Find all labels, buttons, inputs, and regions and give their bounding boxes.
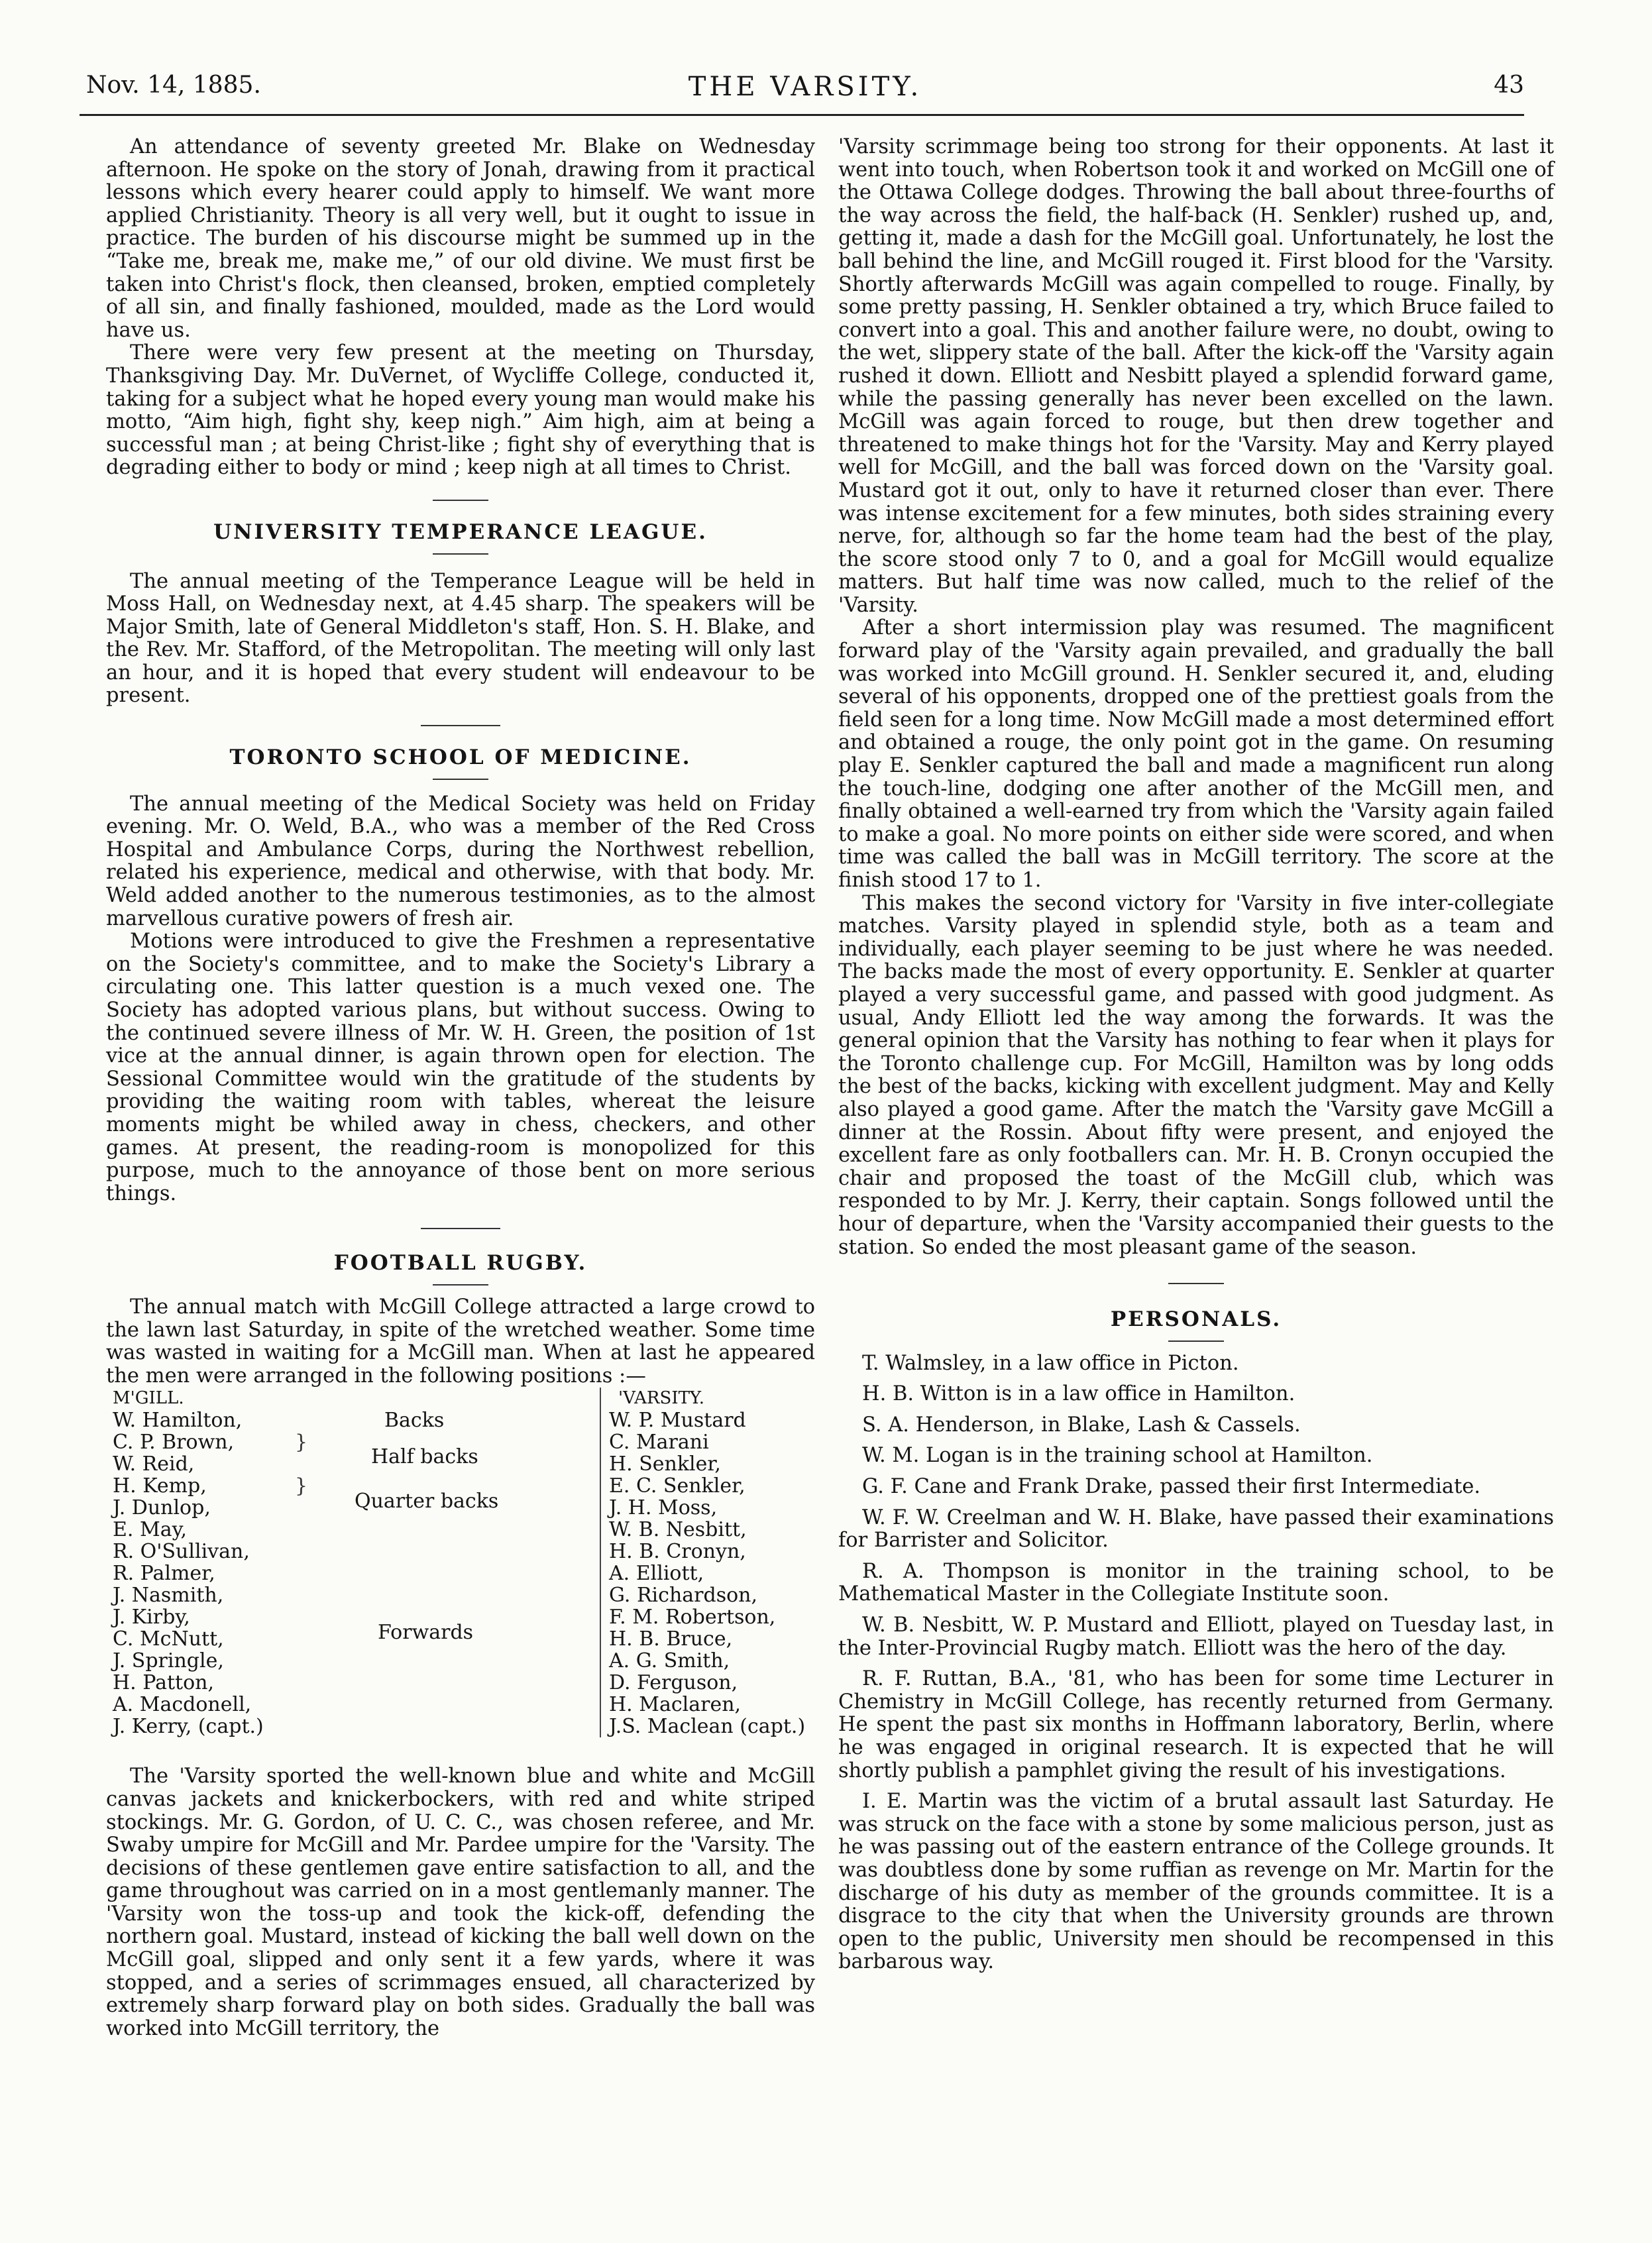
personal-item: S. A. Henderson, in Blake, Lash & Cassels.	[862, 1413, 1301, 1437]
player-name: F. M. Robertson,	[609, 1606, 776, 1629]
player-name: R. Palmer,	[113, 1562, 215, 1586]
article-paragraph: 'Varsity scrimmage being too strong for their opponents. At last it went into touch, when Robertson took it and worked on McGill one of the Ottawa College dodges. Throwing the ball about three-fourths of the way across the field, the half-back (H. Senkler) rushed up, and, getting it, made a dash for the McGill goal. Unfortunately, he lost the ball behind the line, and McGill rouged it. First blood for the 'Varsity. Shortly afterwards McGill was again compelled to rouge. Finally, by some pretty passing, H. Senkler obtained a try, which Bruce failed to convert into a goal. This and another failure were, no doubt, owing to the wet, slippery state of the ball. After the kick-off the 'Varsity again rushed it down. Elliott and Nesbitt played a splendid forward game, while the passing generally has never been excelled on the lawn. McGill was again forced to rouge, but then drew together and threatened to make things hot for the 'Varsity. May and Kerry played well for McGill, and the ball was forced down on the 'Varsity goal. Mustard got it out, only to have it returned closer than ever. There was intense excitement for a few minutes, both sides straining every nerve, for, although so far the home team had the best of the play, the score stood only 7 to 0, and a goal for McGill would equalize matters. But half time was now called, much to the relief of the 'Varsity.	[838, 135, 1554, 617]
article-paragraph: After a short intermission play was resumed. The magnificent forward play of the 'Varsity again prevailed, and gradually the ball was worked into McGill ground. H. Senkler secured it, and, eluding several of his opponents, dropped one of the prettiest goals from the field seen for a long time. Now McGill made a most determined effort and obtained a rouge, the only point got in the game. On resuming play E. Senkler captured the ball and made a magnificent run along the touch-line, dodging one after another of the McGill men, and finally obtained a well-earned try from which the 'Varsity again failed to make a goal. No more points on either side were scored, and when time was called the ball was in McGill territory. The score at the finish stood 17 to 1.	[838, 616, 1554, 892]
player-name: E. C. Senkler,	[609, 1474, 745, 1498]
player-name: A. Macdonell,	[113, 1693, 252, 1717]
article-paragraph: The annual meeting of the Medical Society was held on Friday evening. Mr. O. Weld, B.A., who was a member of the Red Cross Hospital and Ambulance Corps, during the Northwest rebellion, related his experience, medical and otherwise, with that body. Mr. Weld added another to the numerous testimonies, as to the almost marvellous curative powers of fresh air.	[106, 792, 815, 930]
page-number: 43	[1494, 72, 1524, 99]
article-paragraph: Motions were introduced to give the Freshmen a representative on the Society's committee, and to make the Society's Library a circulating one. This latter question is a much vexed one. The Society has adopted various plans, but without success. Owing to the continued severe illness of Mr. W. H. Green, the position of 1st vice at the annual dinner, is again thrown open for election. The Sessional Committee would win the gratitude of the students by providing the waiting room with tables, whereat the leisure moments might be whiled away in chess, checkers, and other games. At present, the reading-room is monopolized for this purpose, much to the annoyance of those bent on more serious things.	[106, 930, 815, 1205]
personal-item: H. B. Witton is in a law office in Hamilton.	[862, 1382, 1295, 1406]
section-title-temperance: UNIVERSITY TEMPERANCE LEAGUE.	[213, 520, 708, 544]
right-column	[838, 136, 1554, 1982]
left-column	[106, 136, 815, 2040]
player-name: W. B. Nesbitt,	[609, 1518, 747, 1542]
personal-item: I. E. Martin was the victim of a brutal assault last Saturday. He was struck on the face with a stone by some malicious person, just as he was passing out of the eastern entrance of the College grounds. It was doubtless done by some ruffian as revenge on Mr. Martin for the discharge of his duty as member of the grounds committee. It is a disgrace to the city that when the University grounds are thrown open to the public, University men should be recompensed in this barbarous way.	[838, 1790, 1554, 1974]
personal-item: R. F. Ruttan, B.A., '81, who has been for some time Lecturer in Chemistry in McGill College, has recently returned from Germany. He spent the past six months in Hoffmann laboratory, Berlin, where he was engaged in original research. It is expected that he will shortly publish a pamphlet giving the result of his investigations.	[838, 1667, 1554, 1782]
section-title-personals: PERSONALS.	[1110, 1307, 1282, 1332]
player-name: J. Kerry, (capt.)	[113, 1715, 264, 1739]
player-name: J. Kirby,	[113, 1606, 190, 1629]
personal-item: W. M. Logan is in the training school at Hamilton.	[862, 1444, 1373, 1468]
player-name: R. O'Sullivan,	[113, 1540, 250, 1564]
player-name: H. Senkler,	[609, 1452, 721, 1476]
issue-date: Nov. 14, 1885.	[86, 72, 261, 99]
article-paragraph: This makes the second victory for 'Varsity in five inter-collegiate matches. Varsity played in splendid style, both as a team and individually, each player seeming to be just where he was needed. The backs made the most of every opportunity. E. Senkler at quarter played a very successful game, and passed with good judgment. As usual, Andy Elliott led the way among the forwards. It was the general opinion that the Varsity has nothing to fear when it plays for the Toronto challenge cup. For McGill, Hamilton was by long odds the best of the backs, kicking with excellent judgment. May and Kelly also played a good game. After the match the 'Varsity gave McGill a dinner at the Rossin. About fifty were present, and enjoyed the excellent fare as only footballers can. Mr. H. B. Cronyn occupied the chair and proposed the toast of the McGill club, which was responded to by Mr. J. Kerry, their captain. Songs followed until the hour of departure, when the 'Varsity accompanied their guests to the station. So ended the most pleasant game of the season.	[838, 891, 1554, 1259]
player-name: J. Nasmith,	[113, 1584, 224, 1608]
personal-item: W. B. Nesbitt, W. P. Mustard and Elliott, played on Tuesday last, in the Inter-Provincial Rugby match. Elliott was the hero of the day.	[838, 1614, 1554, 1660]
player-name: H. Patton,	[113, 1671, 214, 1695]
section-title-medicine: TORONTO SCHOOL OF MEDICINE.	[229, 745, 692, 770]
brace-quarter-backs: }	[295, 1474, 308, 1498]
article-paragraph: The 'Varsity sported the well-known blue and white and McGill canvas jackets and knickerbockers, with red and white striped stockings. Mr. G. Gordon, of U. C. C., was chosen referee, and Mr. Swaby umpire for McGill and Mr. Pardee umpire for the 'Varsity. The decisions of these gentlemen gave entire satisfaction to all, and the game throughout was carried on in a most gentlemanly manner. The 'Varsity won the toss-up and took the kick-off, defending the northern goal. Mustard, instead of kicking the ball well down on the McGill goal, slipped and only sent it a few yards, where it was stopped, and a series of scrimmages ensued, all characterized by extremely sharp forward play on both sides. Gradually the ball was worked into McGill territory, the	[106, 1765, 815, 2040]
player-name: J. H. Moss,	[609, 1496, 718, 1520]
player-name: J. Springle,	[113, 1649, 224, 1673]
brace-half-backs: }	[295, 1431, 308, 1454]
player-name: A. G. Smith,	[609, 1649, 730, 1673]
player-name: H. Maclaren,	[609, 1693, 742, 1717]
player-name: E. May,	[113, 1518, 188, 1542]
player-name: H. Kemp,	[113, 1474, 207, 1498]
varsity-team	[600, 1388, 805, 1737]
article-paragraph: The annual match with McGill College attracted a large crowd to the lawn last Saturday, in spite of the wretched weather. Some time was wasted in waiting for a McGill man. When at last he appeared the men were arranged in the following positions :—	[106, 1295, 815, 1388]
article-paragraph: An attendance of seventy greeted Mr. Blake on Wednesday afternoon. He spoke on the story of Jonah, drawing from it practical lessons which every hearer could apply to himself. We want more applied Christianity. Theory is all very well, but it ought to issue in practice. The burden of his discourse might be summed up in the “Take me, break me, make me,” of our old divine. We must first be taken into Christ's flock, then cleansed, broken, emptied completely of all sin, and finally fashioned, moulded, made as the Lord would have us.	[106, 135, 815, 342]
player-name: J. Dunlop,	[113, 1496, 211, 1520]
mcgill-team	[113, 1388, 264, 1737]
player-name: H. B. Cronyn,	[609, 1540, 746, 1564]
player-name: C. McNutt,	[113, 1627, 224, 1651]
player-name: G. Richardson,	[609, 1584, 758, 1608]
player-name: W. Reid,	[113, 1452, 195, 1476]
player-name: D. Ferguson,	[609, 1671, 738, 1695]
player-name: J.S. Maclean (capt.)	[609, 1715, 806, 1739]
player-name: W. Hamilton,	[113, 1409, 243, 1433]
personal-item: R. A. Thompson is monitor in the training school, to be Mathematical Master in the Collegiate Institute soon.	[838, 1559, 1554, 1606]
player-name: C. P. Brown,	[113, 1431, 235, 1454]
player-name: C. Marani	[609, 1431, 709, 1454]
player-name: A. Elliott,	[609, 1562, 704, 1586]
page-header	[86, 72, 1524, 113]
team-header: 'VARSITY.	[618, 1388, 705, 1409]
position-half-backs: Half backs	[371, 1445, 478, 1469]
position-backs: Backs	[384, 1409, 445, 1433]
article-paragraph: There were very few present at the meeting on Thursday, Thanksgiving Day. Mr. DuVernet, of Wycliffe College, conducted it, taking for a subject what he hoped every young man would make his motto, “Aim high, fight shy, keep nigh.” Aim high, aim at being a successful man ; at being Christ-like ; fight shy of everything that is degrading either to body or mind ; keep nigh at all times to Christ.	[106, 341, 815, 480]
section-title-football: FOOTBALL RUGBY.	[333, 1251, 588, 1276]
header-rule	[80, 114, 1524, 116]
player-name: H. B. Bruce,	[609, 1627, 733, 1651]
personal-item: W. F. W. Creelman and W. H. Blake, have passed their examinations for Barrister and Solicitor.	[838, 1505, 1554, 1553]
team-lineup	[106, 1388, 815, 1765]
position-quarter-backs: Quarter backs	[355, 1490, 499, 1513]
article-paragraph: The annual meeting of the Temperance League will be held in Moss Hall, on Wednesday next, at 4.45 sharp. The speakers will be Major Smith, late of General Middleton's staff, Hon. S. H. Blake, and the Rev. Mr. Stafford, of the Metropolitan. The meeting will only last an hour, and it is hoped that every student will endeavour to be present.	[106, 569, 815, 708]
personal-item: T. Walmsley, in a law office in Picton.	[862, 1351, 1239, 1375]
position-forwards: Forwards	[378, 1621, 474, 1645]
masthead-title: THE VARSITY.	[688, 72, 922, 102]
team-header: M'GILL.	[113, 1388, 184, 1409]
personal-item: G. F. Cane and Frank Drake, passed their first Intermediate.	[862, 1475, 1481, 1499]
player-name: W. P. Mustard	[609, 1409, 746, 1433]
